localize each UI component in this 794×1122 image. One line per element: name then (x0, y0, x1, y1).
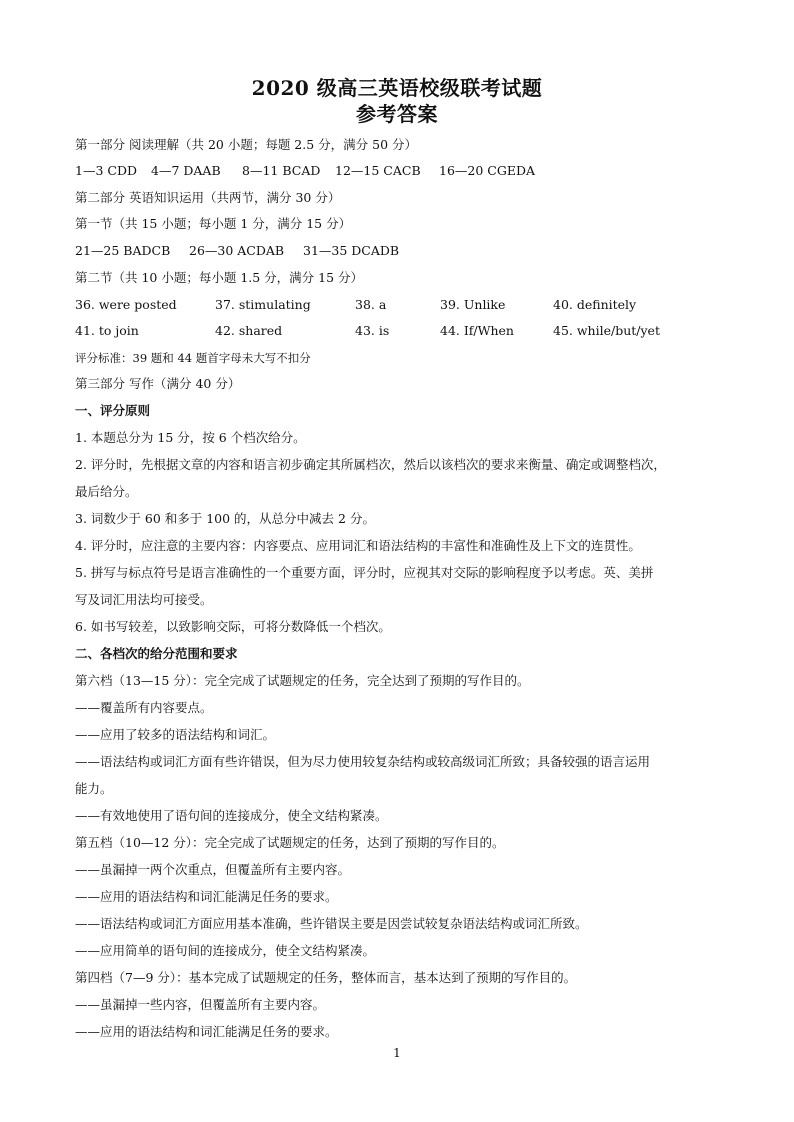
level-line: ——有效地使用了语句间的连接成分，使全文结构紧凑。 (75, 808, 388, 823)
answer-item: 36. were posted (75, 297, 177, 312)
principle-line: 1. 本题总分为 15 分，按 6 个档次给分。 (75, 430, 306, 445)
answer-group: 8—11 BCAD (242, 163, 321, 178)
principle-line: 2. 评分时，先根据文章的内容和语言初步确定其所属档次，然后以该档次的要求来衡量、确定或调整档次， (75, 457, 666, 472)
answer-item: 40. definitely (553, 297, 637, 312)
part1-heading: 第一部分 阅读理解（共 20 小题；每题 2.5 分，满分 50 分） (75, 137, 418, 152)
page-number: 1 (393, 1046, 401, 1060)
level-line: 第五档（10—12 分）：完全完成了试题规定的任务，达到了预期的写作目的。 (75, 835, 505, 850)
level-line: ——应用了较多的语法结构和词汇。 (75, 727, 276, 742)
level-line: ——语法结构或词汇方面有些许错误，但为尽力使用较复杂结构或较高级词汇所致；具备较强的语言运用 (75, 754, 651, 769)
section1-heading: 第一节（共 15 小题；每小题 1 分，满分 15 分） (75, 216, 352, 231)
principle-line: 4. 评分时，应注意的主要内容：内容要点、应用词汇和语法结构的丰富性和准确性及上下文的连贯性。 (75, 538, 641, 553)
scoring-note: 评分标准：39 题和 44 题首字母未大写不扣分 (75, 351, 311, 365)
principle-line: 3. 词数少于 60 和多于 100 的，从总分中减去 2 分。 (75, 511, 375, 526)
answer-item: 44. If/When (440, 323, 514, 338)
answer-item: 43. is (355, 323, 390, 338)
document-title: 2020 级高三英语校级联考试题 (251, 76, 543, 100)
document-subtitle: 参考答案 (356, 102, 438, 126)
level-line: ——应用简单的语句间的连接成分，使全文结构紧凑。 (75, 943, 376, 958)
level-line: ——语法结构或词汇方面应用基本准确，些许错误主要是因尝试较复杂语法结构或词汇所致。 (75, 916, 588, 931)
answer-group: 1—3 CDD (75, 163, 137, 178)
level-line: ——覆盖所有内容要点。 (75, 700, 213, 715)
level-line: ——虽漏掉一些内容，但覆盖所有主要内容。 (75, 997, 326, 1012)
level-line: 第六档（13—15 分）：完全完成了试题规定的任务，完全达到了预期的写作目的。 (75, 673, 530, 688)
level-line: ——虽漏掉一两个次重点，但覆盖所有主要内容。 (75, 862, 351, 877)
answer-group: 26—30 ACDAB (189, 243, 285, 258)
principle-line: 写及词汇用法均可接受。 (75, 592, 213, 607)
principle-line: 最后给分。 (75, 484, 138, 499)
answer-group: 12—15 CACB (335, 163, 421, 178)
level-line: 第四档（7—9 分）：基本完成了试题规定的任务，整体而言，基本达到了预期的写作目的。 (75, 970, 577, 985)
principle-line: 5. 拼写与标点符号是语言准确性的一个重要方面，评分时，应视其对交际的影响程度予以考虑。英、美拼 (75, 565, 654, 580)
levels-heading: 二、各档次的给分范围和要求 (75, 646, 238, 661)
section2-heading: 第二节（共 10 小题；每小题 1.5 分，满分 15 分） (75, 270, 364, 285)
principles-heading: 一、评分原则 (75, 403, 151, 418)
part3-heading: 第三部分 写作（满分 40 分） (75, 376, 241, 391)
part2-heading: 第二部分 英语知识运用（共两节，满分 30 分） (75, 190, 341, 205)
answer-group: 21—25 BADCB (75, 243, 171, 258)
answer-group: 16—20 CGEDA (439, 163, 536, 178)
principle-line: 6. 如书写较差，以致影响交际，可将分数降低一个档次。 (75, 619, 391, 634)
answer-item: 41. to join (75, 323, 139, 338)
answer-item: 38. a (355, 297, 387, 312)
level-line: ——应用的语法结构和词汇能满足任务的要求。 (75, 1024, 338, 1039)
level-line: ——应用的语法结构和词汇能满足任务的要求。 (75, 889, 338, 904)
answer-item: 42. shared (215, 323, 283, 338)
answer-item: 45. while/but/yet (553, 323, 660, 338)
answer-item: 37. stimulating (215, 297, 311, 312)
answer-group: 31—35 DCADB (303, 243, 400, 258)
answer-group: 4—7 DAAB (151, 163, 221, 178)
answer-item: 39. Unlike (440, 297, 506, 312)
level-line: 能力。 (75, 781, 113, 796)
